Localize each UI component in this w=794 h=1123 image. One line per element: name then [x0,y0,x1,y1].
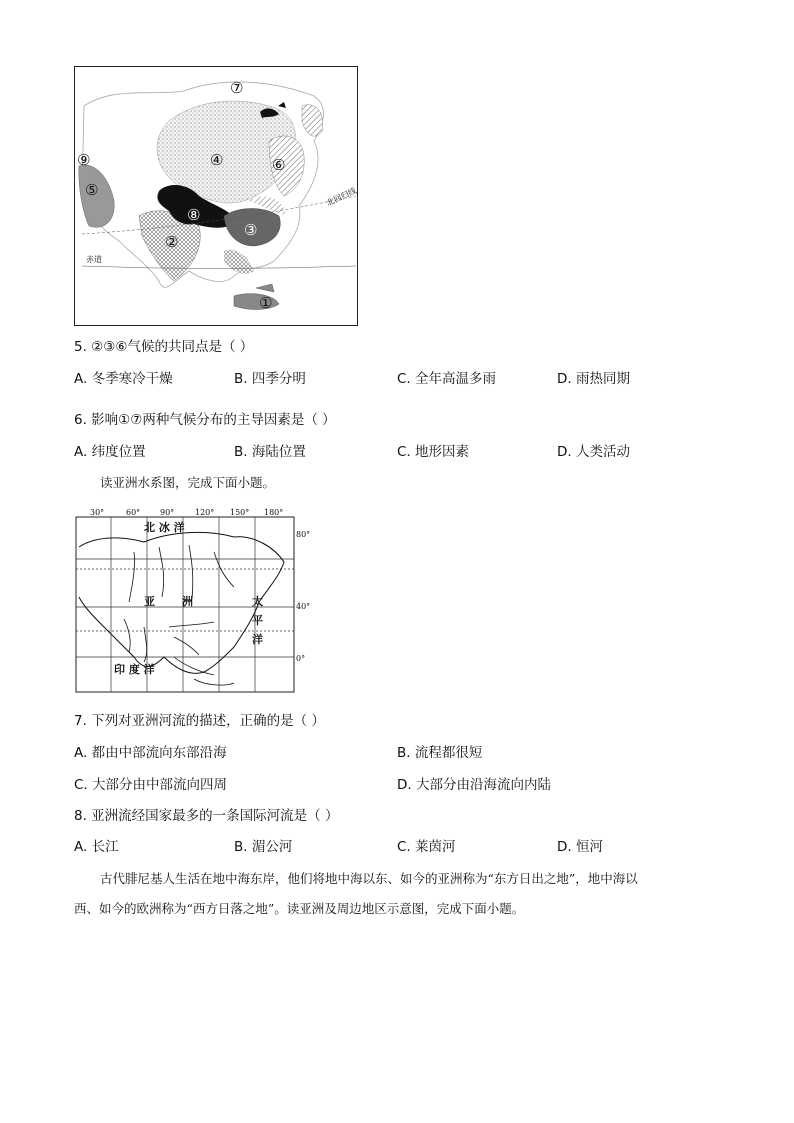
q5-stem: 5. ②③⑥气候的共同点是（ ） [74,339,254,355]
lon-label-90: 90° [160,508,175,517]
q7-stem: 7. 下列对亚洲河流的描述，正确的是（ ） [74,713,325,729]
q6-option-a[interactable]: A. 纬度位置 [74,444,146,460]
pacific-label-2: 平 [252,614,263,627]
q6-option-b[interactable]: B. 海陆位置 [234,444,306,460]
marker-7: ⑦ [230,79,244,97]
q8-option-b[interactable]: B. 湄公河 [234,839,293,855]
q6-stem: 6. 影响①⑦两种气候分布的主导因素是（ ） [74,412,336,428]
q5-option-c[interactable]: C. 全年高温多雨 [397,371,497,387]
marker-9: ⑨ [77,151,91,169]
climate-map-svg [74,66,358,326]
pacific-label-3: 洋 [252,633,263,646]
q6-option-d[interactable]: D. 人类活动 [557,444,630,460]
lat-label-80: 80° [296,530,311,539]
intro-phoenician-line2: 西、如今的欧洲称为“西方日落之地”。读亚洲及周边地区示意图，完成下面小题。 [74,901,525,916]
lon-label-60: 60° [126,508,141,517]
lat-label-40: 40° [296,602,311,611]
q8-option-d[interactable]: D. 恒河 [557,839,603,855]
intro-phoenician-line1: 古代腓尼基人生活在地中海东岸，他们将地中海以东、如今的亚洲称为“东方日出之地”，地中海以 [100,871,638,886]
q5-option-a[interactable]: A. 冬季寒冷干燥 [74,371,173,387]
asia-label-2: 洲 [182,595,193,608]
lon-label-120: 120° [195,508,215,517]
pacific-label-1: 太 [252,595,263,608]
lat-label-0: 0° [296,654,306,663]
marker-8: ⑧ [187,206,201,224]
marker-4: ④ [210,151,224,169]
q7-option-c[interactable]: C. 大部分由中部流向四周 [74,777,228,793]
marker-1: ① [259,294,273,312]
marker-2: ② [165,233,179,251]
q8-option-a[interactable]: A. 长江 [74,839,119,855]
lon-label-180: 180° [264,508,284,517]
q5-option-b[interactable]: B. 四季分明 [234,371,306,387]
lon-label-150: 150° [230,508,250,517]
q5-option-d[interactable]: D. 雨热同期 [557,371,630,387]
arctic-ocean-label: 北 冰 洋 [144,521,185,534]
marker-6: ⑥ [272,156,286,174]
q8-option-c[interactable]: C. 莱茵河 [397,839,456,855]
tropic-label: 北回归线 [325,186,358,208]
equator-label: 赤道 [86,255,102,264]
indian-ocean-label: 印 度 洋 [114,663,155,676]
q7-option-a[interactable]: A. 都由中部流向东部沿海 [74,745,227,761]
marker-3: ③ [244,221,258,239]
q7-option-b[interactable]: B. 流程都很短 [397,745,483,761]
intro-river-map: 读亚洲水系图，完成下面小题。 [100,475,276,490]
asia-river-map [74,507,324,695]
asia-river-map-svg [74,507,324,695]
climate-map [74,66,358,326]
q8-stem: 8. 亚洲流经国家最多的一条国际河流是（ ） [74,808,339,824]
q6-option-c[interactable]: C. 地形因素 [397,444,470,460]
lon-label-30: 30° [90,508,105,517]
asia-label-1: 亚 [144,595,155,608]
marker-5: ⑤ [85,181,99,199]
q7-option-d[interactable]: D. 大部分由沿海流向内陆 [397,777,551,793]
